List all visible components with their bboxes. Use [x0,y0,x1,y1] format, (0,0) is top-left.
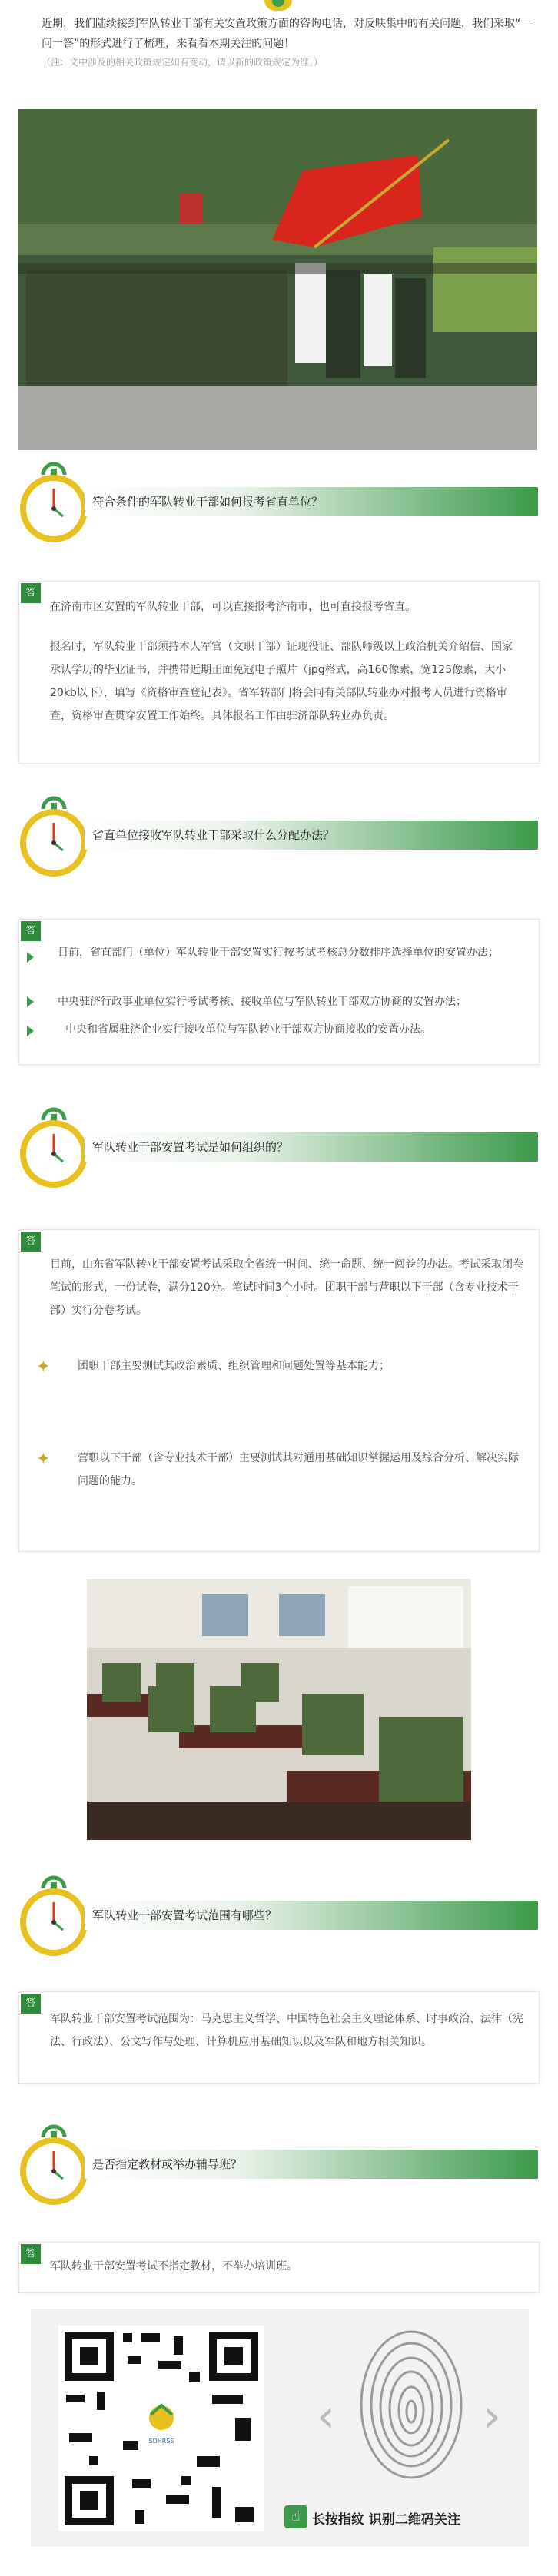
answer-5-text: 军队转业干部安置考试不指定教材，不举办培训班。 [50,2260,297,2273]
answer-1-p1: 在济南市区安置的军队转业干部，可以直接报考济南市，也可直接报考省直。 [50,601,416,613]
answer-3-card [18,1229,540,1552]
answer-2-tag: 答 [21,921,41,941]
qr-footer [31,2309,529,2547]
question-1-text: 符合条件的军队转业干部如何报考省直单位？ [92,495,324,509]
answer-4-text: 军队转业干部安置考试范围为：马克思主义哲学、中国特色社会主义理论体系、时事政治、法律（宪法、行政法）、公文写作与处理、计算机应用基础知识以及军队和地方相关知识。 [50,2013,523,2048]
star-icon: ✦ [36,1358,51,1377]
answer-1-tag: 答 [21,583,41,603]
answer-5-card [18,2242,540,2293]
chevron-right-icon: › [483,2389,501,2443]
question-3-bar [85,1132,538,1162]
answer-2-item3: 中央和省属驻济企业实行接收单位与军队转业干部双方协商接收的安置办法。 [65,1023,431,1036]
intro-note: （注：文中涉及的相关政策规定如有变动，请以新的政策规定为准。） [42,57,324,68]
arrow-icon [27,996,34,1007]
answer-3-p2: 团职干部主要测试其政治素质、组织管理和问题处置等基本能力； [78,1360,390,1372]
qr-cta-text: 长按指纹 识别二维码关注 [312,2512,460,2528]
parade-photo [18,109,537,450]
answer-3-tag: 答 [21,1232,41,1252]
clock-icon [17,1106,91,1192]
question-4-text: 军队转业干部安置考试范围有哪些？ [92,1908,277,1922]
answer-2-intro: 目前，省直部门（单位）军队转业干部安置实行按考试考核总分数排序选择单位的安置办法； [58,947,499,959]
intro-text: 近期，我们陆续接到军队转业干部有关安置政策方面的咨询电话，对反映集中的有关问题，我们采取“一问一答”的形式进行了梳理，来看看本期关注的问题！ [42,18,532,50]
answer-5-tag: 答 [21,2244,41,2264]
question-2-bar [85,821,538,850]
exam-room-photo [87,1579,471,1840]
answer-1-p2: 报名时，军队转业干部须持本人军官（文职干部）证现役证、部队师级以上政治机关介绍信、国家承认学历的毕业证书，并携带近期正面免冠电子照片（jpg格式，高160像素，宽125像素，大小20kb以下），填写《资格审查登记表》。省军转部门将会同有关部队转业办对报考人员进行资格审查，资格审查贯穿安置工作始终。具体报名工作由驻济部队转业办负责。 [50,641,513,722]
hand-icon: ☝ [284,2505,307,2528]
clock-icon [17,461,91,547]
clock-icon [17,1875,91,1961]
clock-icon [17,2123,91,2210]
qr-code[interactable] [58,2326,264,2531]
answer-4-card [18,1991,540,2084]
answer-4-tag: 答 [21,1994,41,2014]
question-1-bar [85,487,538,516]
answer-2-item2: 中央驻济行政事业单位实行考试考核、接收单位与军队转业干部双方协商的安置办法； [58,996,467,1008]
top-logo-badge [264,0,292,11]
question-3-text: 军队转业干部安置考试是如何组织的？ [92,1140,289,1154]
fingerprint-icon[interactable] [354,2324,469,2485]
star-icon: ✦ [36,1450,51,1469]
answer-3-p1: 目前，山东省军队转业干部安置考试采取全省统一时间、统一命题、统一阅卷的办法。考试采取闭卷笔试的形式，一份试卷，满分120分。笔试时间3个小时。团职干部与营职以下干部（含专业技术干部）实行分卷考试。 [50,1258,523,1317]
question-4-bar [85,1901,538,1930]
answer-2-card [18,919,540,1065]
answer-3-p3: 营职以下干部（含专业技术干部）主要测试其对通用基础知识掌握运用及综合分析、解决实际问题的能力。 [78,1452,519,1487]
qr-logo-text: SDHRSS [148,2438,174,2445]
question-5-text: 是否指定教材或举办辅导班？ [92,2157,243,2171]
chevron-left-icon: ‹ [317,2389,335,2443]
question-5-bar [85,2150,538,2179]
arrow-icon [27,952,34,963]
answer-1-card [18,581,540,764]
clock-icon [17,795,91,881]
question-2-text: 省直单位接收军队转业干部采取什么分配办法？ [92,828,335,842]
arrow-icon [27,1026,34,1036]
